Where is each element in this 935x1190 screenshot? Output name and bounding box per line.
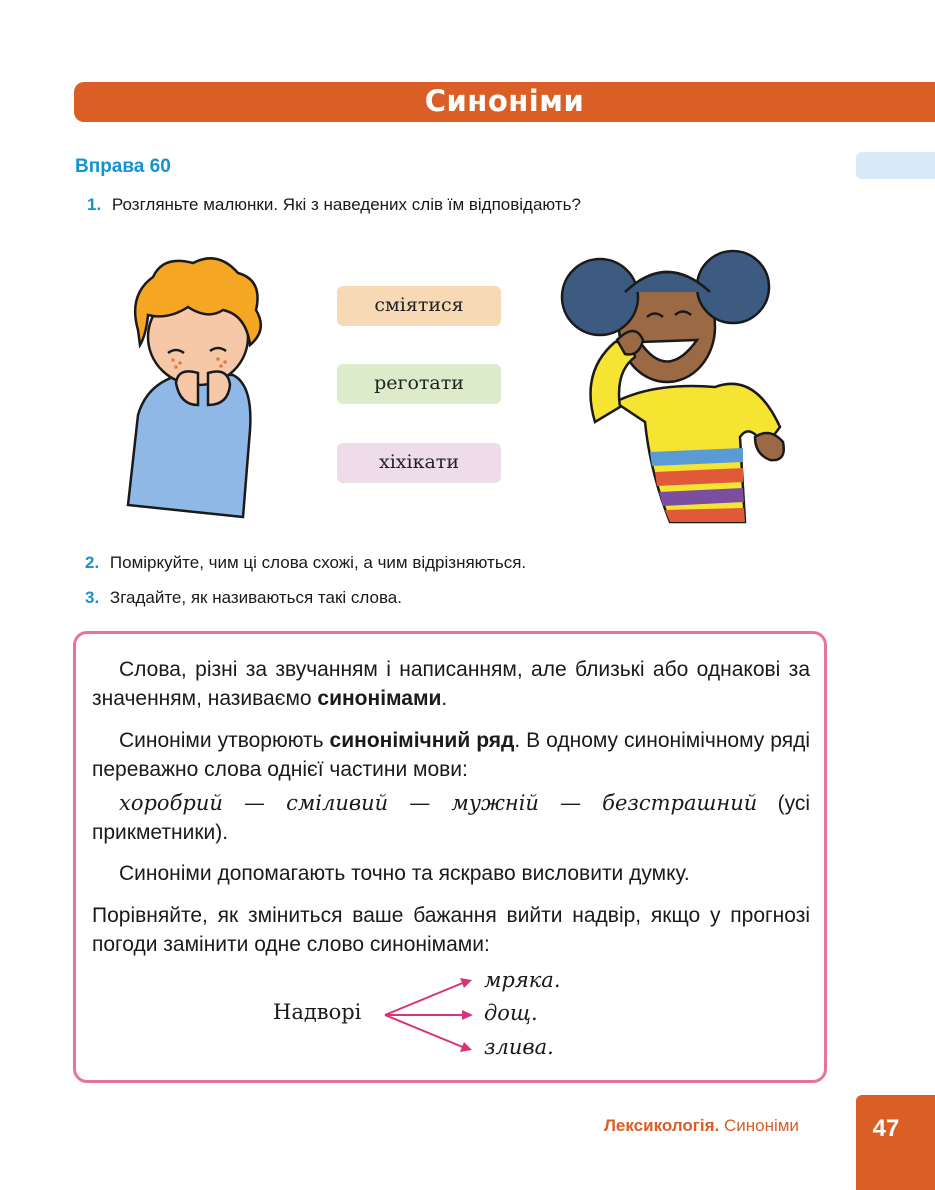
rule-paragraph-1: [92, 655, 810, 713]
scheme-option: мряка.: [484, 968, 561, 992]
scheme-left-word: Надворі: [273, 1000, 362, 1024]
term-synonym-row: синонімічний ряд: [329, 729, 515, 752]
word-label: реготати: [374, 372, 464, 394]
rule-text: . В одному синонімічному ряді переважно слова однієї частини мови:: [92, 729, 810, 781]
laughing-boy-illustration: [118, 255, 278, 520]
rule-example: [92, 789, 810, 847]
task-1-text: Розгляньте малюнки. Які з наведених слів їм відповідають?: [111, 195, 581, 214]
side-tab: [856, 152, 935, 179]
word-label: сміятися: [374, 294, 464, 316]
rule-text: Синоніми утворюють: [119, 729, 330, 752]
task-2: [85, 553, 526, 573]
rule-paragraph-3: Синоніми допомагають точно та яскраво висловити думку.: [119, 862, 690, 885]
task-2-text: Поміркуйте, чим ці слова схожі, а чим відрізняються.: [109, 553, 527, 572]
rule-paragraph-4: Порівняйте, як зміниться ваше бажання вийти надвір, якщо у прогнозі погоди замінити одне слово синонімами:: [92, 904, 810, 956]
footer-section-bold: Лексикологія.: [604, 1116, 720, 1135]
page-number: 47: [872, 1115, 900, 1142]
task-1: [87, 195, 581, 215]
scheme-arrows: [380, 970, 480, 1060]
task-2-number: 2.: [85, 553, 100, 572]
scheme-option: злива.: [484, 1035, 554, 1059]
task-1-number: 1.: [87, 195, 102, 214]
rule-text: .: [441, 687, 448, 710]
exercise-title: Вправа 60: [75, 156, 171, 177]
rule-text: Слова, різні за звучанням і написанням, але близькі або однакові за значенням, називаємо: [92, 658, 810, 710]
rule-text: (усі прикметники).: [92, 792, 810, 844]
example-words: хоробрий — сміливий — мужній — безстрашний: [119, 791, 758, 815]
page-number-tab: [856, 1095, 935, 1190]
term-synonyms: синонімами: [317, 687, 442, 710]
laughing-girl-illustration: [555, 222, 795, 527]
task-3-text: Згадайте, як називаються такі слова.: [109, 588, 402, 607]
footer-section: [604, 1116, 799, 1136]
footer-section-rest: Синоніми: [719, 1116, 799, 1135]
word-box: [337, 364, 501, 404]
word-box: [337, 286, 501, 326]
page-title: Синоніми: [424, 84, 585, 118]
rule-paragraph-2: [92, 726, 810, 784]
task-3-number: 3.: [85, 588, 100, 607]
title-bar: [74, 82, 935, 122]
task-3: [85, 588, 402, 608]
scheme-option: дощ.: [484, 1001, 538, 1025]
word-box: [337, 443, 501, 483]
word-label: хіхікати: [379, 451, 459, 473]
